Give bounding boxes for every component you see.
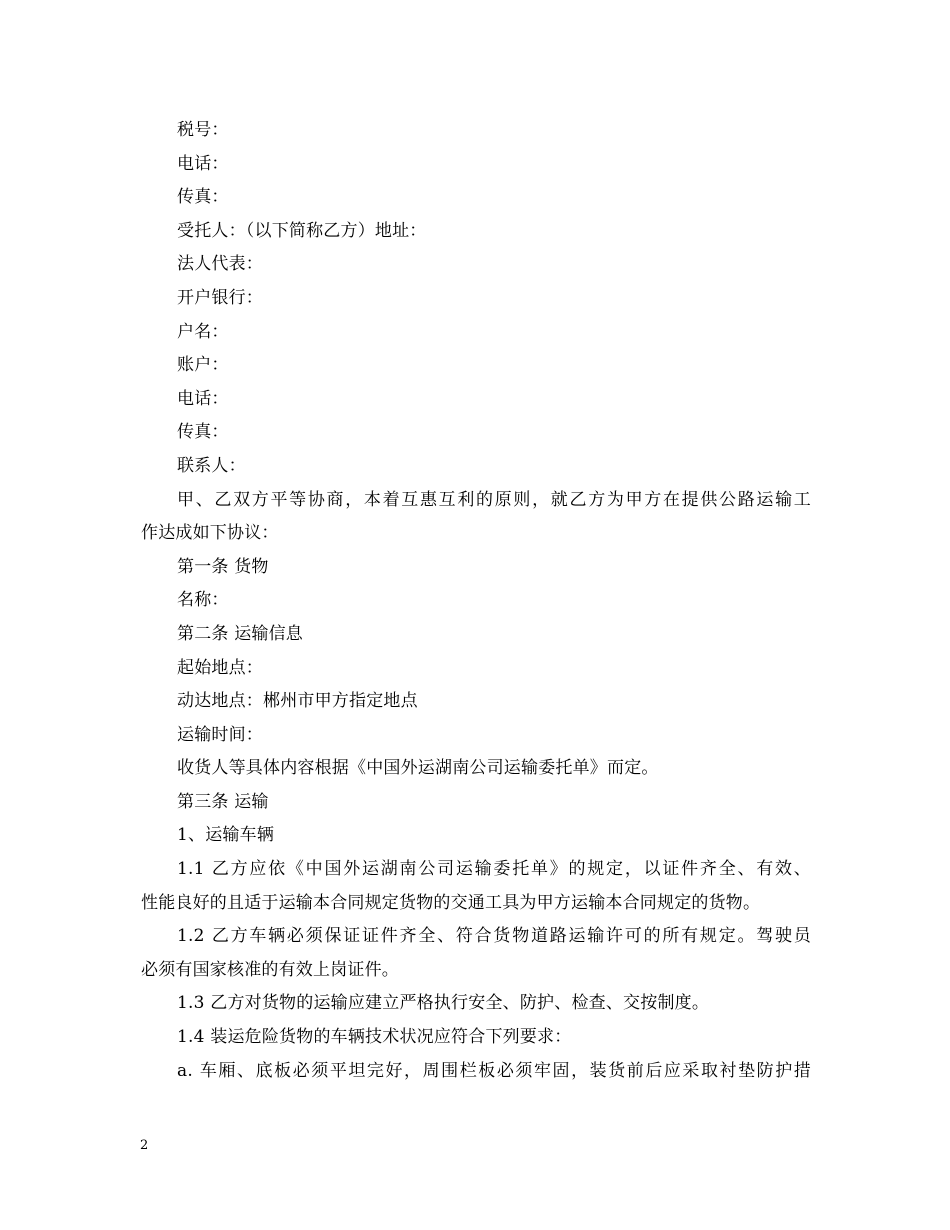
paragraph-line: 1.2 乙方车辆必须保证证件齐全、符合货物道路运输许可的所有规定。驾驶员 [177, 926, 811, 947]
paragraph-line: 必须有国家核准的有效上岗证件。 [141, 959, 399, 980]
article-heading: 第三条 运输 [177, 791, 269, 812]
text-line: 联系人： [177, 455, 246, 476]
text-line: 名称： [177, 590, 229, 611]
paragraph-line: 1.4 装运危险货物的车辆技术状况应符合下列要求： [177, 1027, 572, 1048]
text-line: 收货人等具体内容根据《中国外运湖南公司运输委托单》而定。 [177, 758, 659, 779]
text-line: 电话： [177, 388, 229, 409]
text-line: 电话： [177, 153, 229, 174]
text-line: 法人代表： [177, 254, 263, 275]
text-line: 受托人：（以下简称乙方）地址： [177, 220, 427, 241]
page-number: 2 [140, 1138, 149, 1153]
article-heading: 第一条 货物 [177, 556, 269, 577]
article-heading: 第二条 运输信息 [177, 623, 304, 644]
text-line: 传真： [177, 187, 229, 208]
text-line: 传真： [177, 422, 229, 443]
paragraph-line: 性能良好的且适于运输本合同规定货物的交通工具为甲方运输本合同规定的货物。 [141, 892, 761, 913]
text-line: 账户： [177, 355, 229, 376]
paragraph-line: 1.1 乙方应依《中国外运湖南公司运输委托单》的规定，以证件齐全、有效、 [177, 859, 811, 880]
text-line: 起始地点： [177, 657, 263, 678]
document-body [141, 114, 811, 1088]
paragraph-line: 1.3 乙方对货物的运输应建立严格执行安全、防护、检查、交按制度。 [177, 993, 710, 1014]
section-heading: 1、运输车辆 [177, 825, 275, 846]
text-line: 运输时间： [177, 724, 263, 745]
paragraph-line: 作达成如下协议： [141, 523, 279, 544]
text-line: 税号： [177, 120, 229, 140]
text-line: 开户银行： [177, 287, 263, 308]
text-line: 动达地点：郴州市甲方指定地点 [177, 691, 418, 712]
text-line: 户名： [177, 321, 229, 342]
paragraph-line: a. 车厢、底板必须平坦完好，周围栏板必须牢固，装货前后应采取衬垫防护措 [177, 1060, 811, 1081]
paragraph-line: 甲、乙双方平等协商，本着互惠互利的原则，就乙方为甲方在提供公路运输工 [177, 489, 811, 510]
